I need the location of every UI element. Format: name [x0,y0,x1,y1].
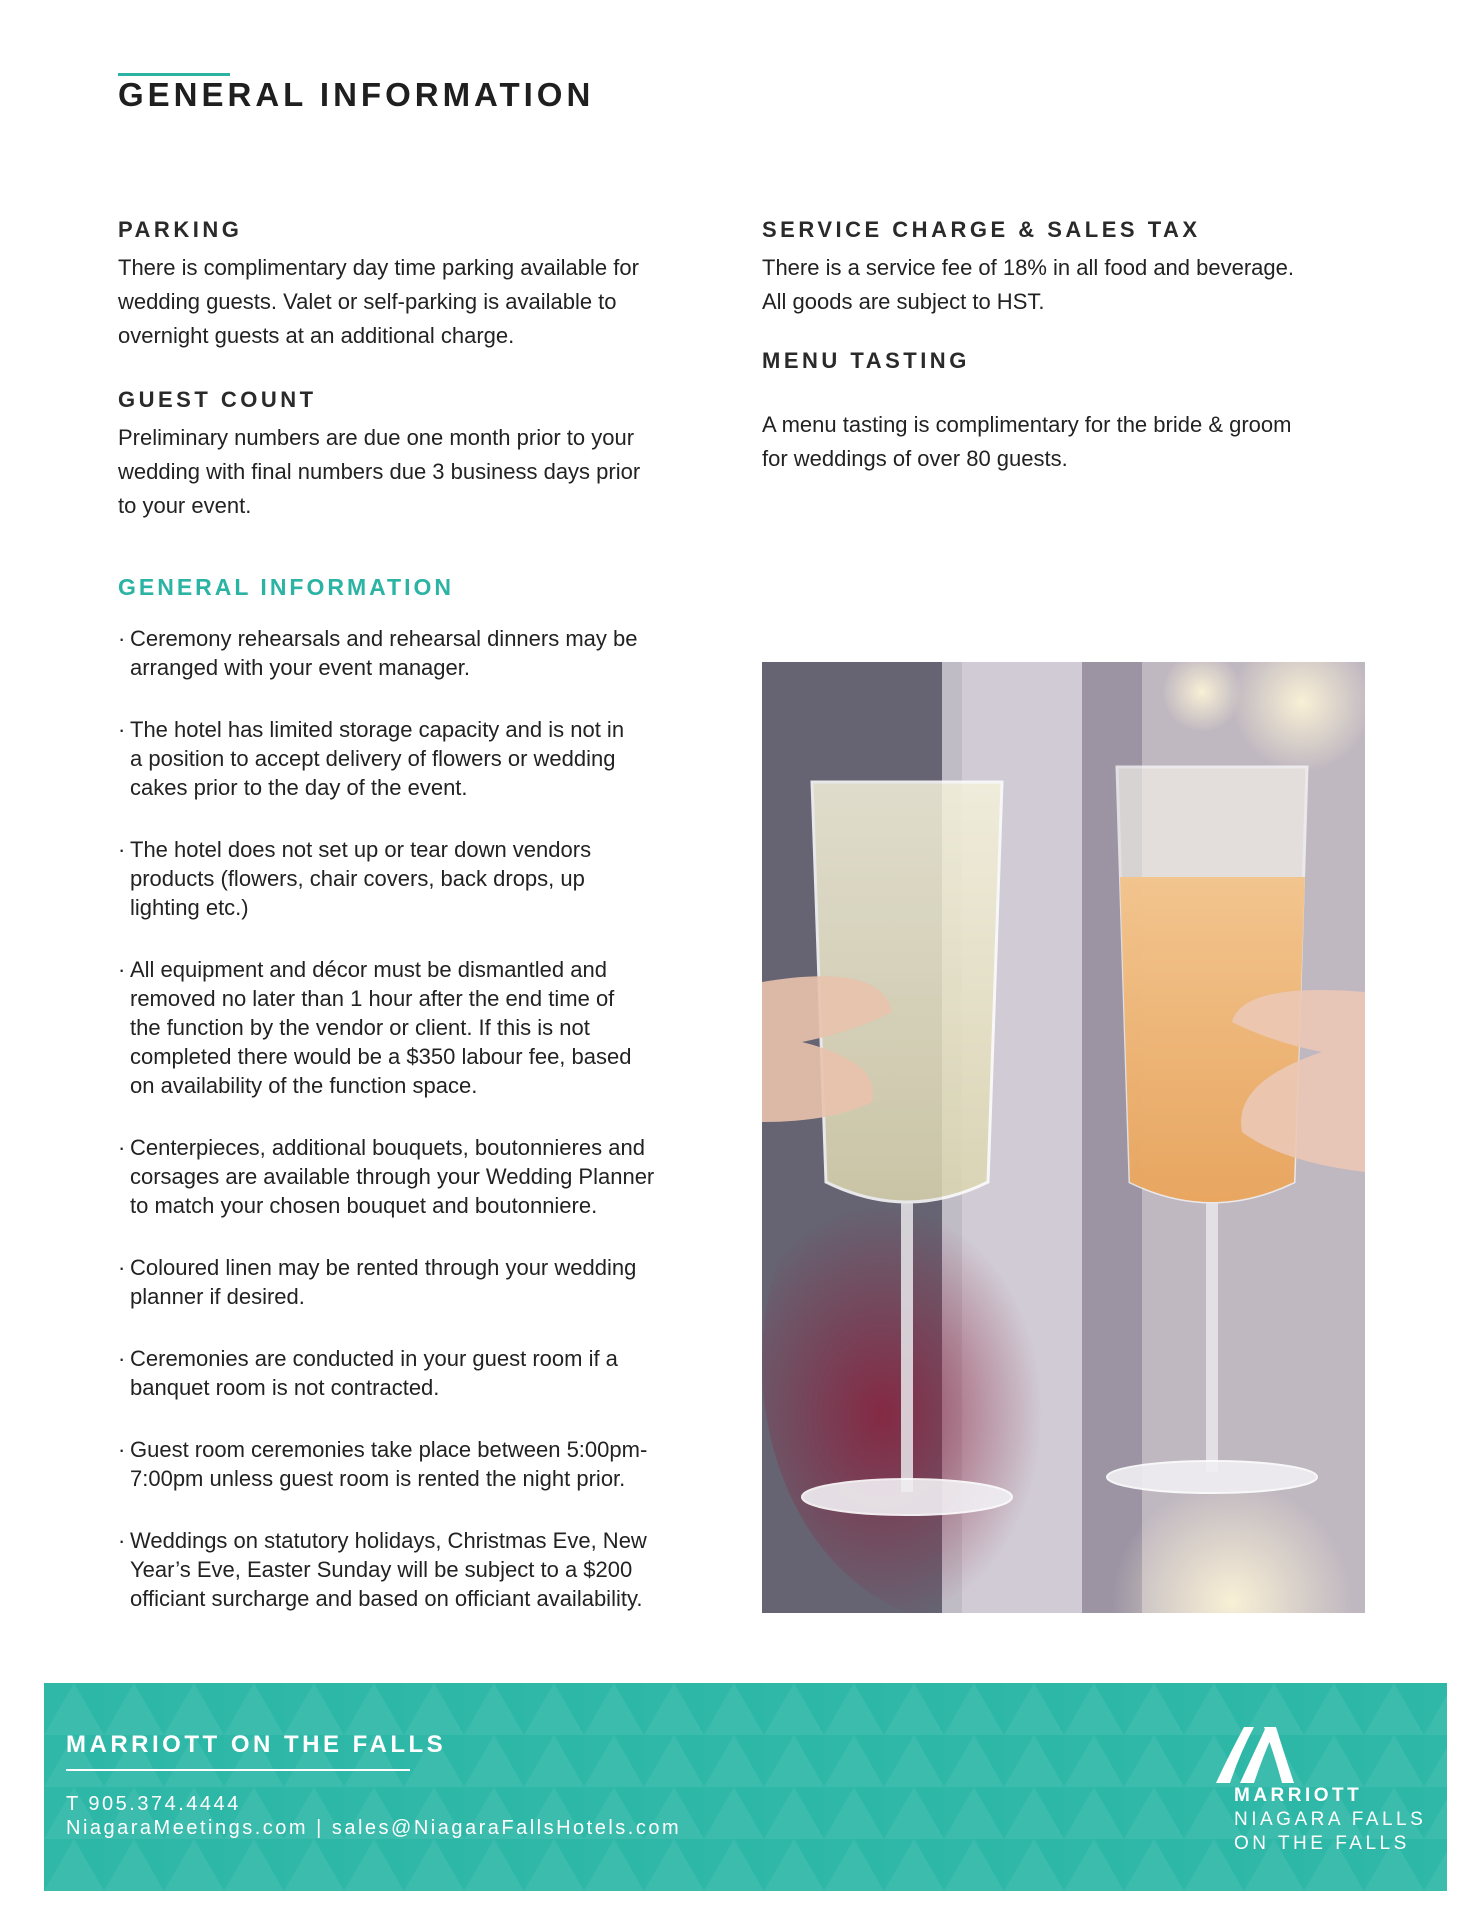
text-line: lighting etc.) [130,895,249,920]
champagne-toast-photo [762,662,1365,1613]
text-line: products (flowers, chair covers, back drops, up [130,866,585,891]
footer-hotel-name: MARRIOTT ON THE FALLS [66,1731,447,1758]
text-line: Preliminary numbers are due one month prior to your [118,425,635,450]
menu-tasting-heading: MENU TASTING [762,348,970,373]
text-line: Guest room ceremonies take place between 5:00pm- [130,1437,648,1462]
text-line: on availability of the function space. [130,1073,478,1098]
text-line: wedding guests. Valet or self-parking is available to [118,289,617,314]
page-title: GENERAL INFORMATION [118,76,595,113]
parking-text [118,251,718,353]
menu-tasting-section [762,346,1402,476]
general-info-heading: GENERAL INFORMATION [118,574,454,600]
text-line: Coloured linen may be rented through your wedding [130,1255,637,1280]
text-line: the function by the vendor or client. If this is not [130,1015,590,1040]
text-line: The hotel does not set up or tear down vendors [130,837,592,862]
text-line: There is complimentary day time parking available for [118,255,639,280]
logo-brand-text: MARRIOTT [1234,1785,1363,1806]
text-line: overnight guests at an additional charge. [118,323,515,348]
text-line: All goods are subject to HST. [762,289,1045,314]
guest-count-text [118,421,718,523]
footer-banner [44,1683,1447,1891]
service-charge-text [762,251,1402,319]
text-line: There is a service fee of 18% in all food and beverage. [762,255,1294,280]
footer-contact: NiagaraMeetings.com | sales@NiagaraFallsHotels.com [66,1817,682,1839]
parking-section [118,215,718,353]
champagne-toast-illustration [762,662,1365,1613]
text-line: All equipment and décor must be dismantled and [130,957,607,982]
text-line: to your event. [118,493,252,518]
text-line: cakes prior to the day of the event. [130,775,468,800]
text-line: officiant surcharge and based on officiant availability. [130,1586,643,1611]
text-line: completed there would be a $350 labour fee, based [130,1044,632,1069]
list-item [118,715,718,802]
guest-count-section [118,385,718,523]
text-line: a position to accept delivery of flowers or wedding [130,746,616,771]
menu-tasting-text [762,408,1402,476]
marriott-logo-icon [1214,1723,1296,1785]
text-line: removed no later than 1 hour after the end time of [130,986,615,1011]
list-item [118,624,718,682]
text-line: Year’s Eve, Easter Sunday will be subject to a $200 [130,1557,633,1582]
text-line: arranged with your event manager. [130,655,470,680]
text-line: Centerpieces, additional bouquets, boutonnieres and [130,1135,645,1160]
logo-property-text: ON THE FALLS [1234,1833,1410,1854]
text-line: to match your chosen bouquet and boutonniere. [130,1193,598,1218]
service-charge-heading: SERVICE CHARGE & SALES TAX [762,217,1201,242]
text-line: Weddings on statutory holidays, Christmas Eve, New [130,1528,647,1553]
list-item [118,1344,718,1402]
text-line: Ceremonies are conducted in your guest room if a [130,1346,618,1371]
text-line: Ceremony rehearsals and rehearsal dinners may be [130,626,638,651]
list-item [118,835,718,922]
parking-heading: PARKING [118,217,243,242]
general-info-list [118,624,718,1646]
text-line: corsages are available through your Wedding Planner [130,1164,655,1189]
footer-divider [66,1769,410,1771]
list-item [118,1526,718,1613]
list-item [118,1133,718,1220]
footer-phone: T 905.374.4444 [66,1793,241,1815]
list-item [118,955,718,1100]
list-item [118,1253,718,1311]
text-line: for weddings of over 80 guests. [762,446,1068,471]
list-item [118,1435,718,1493]
text-line: A menu tasting is complimentary for the bride & groom [762,412,1292,437]
text-line: banquet room is not contracted. [130,1375,440,1400]
logo-location-text: NIAGARA FALLS [1234,1809,1427,1830]
text-line: The hotel has limited storage capacity and is not in [130,717,625,742]
guest-count-heading: GUEST COUNT [118,387,317,412]
text-line: wedding with final numbers due 3 business days prior [118,459,641,484]
service-charge-section [762,215,1402,319]
text-line: 7:00pm unless guest room is rented the night prior. [130,1466,626,1491]
text-line: planner if desired. [130,1284,305,1309]
